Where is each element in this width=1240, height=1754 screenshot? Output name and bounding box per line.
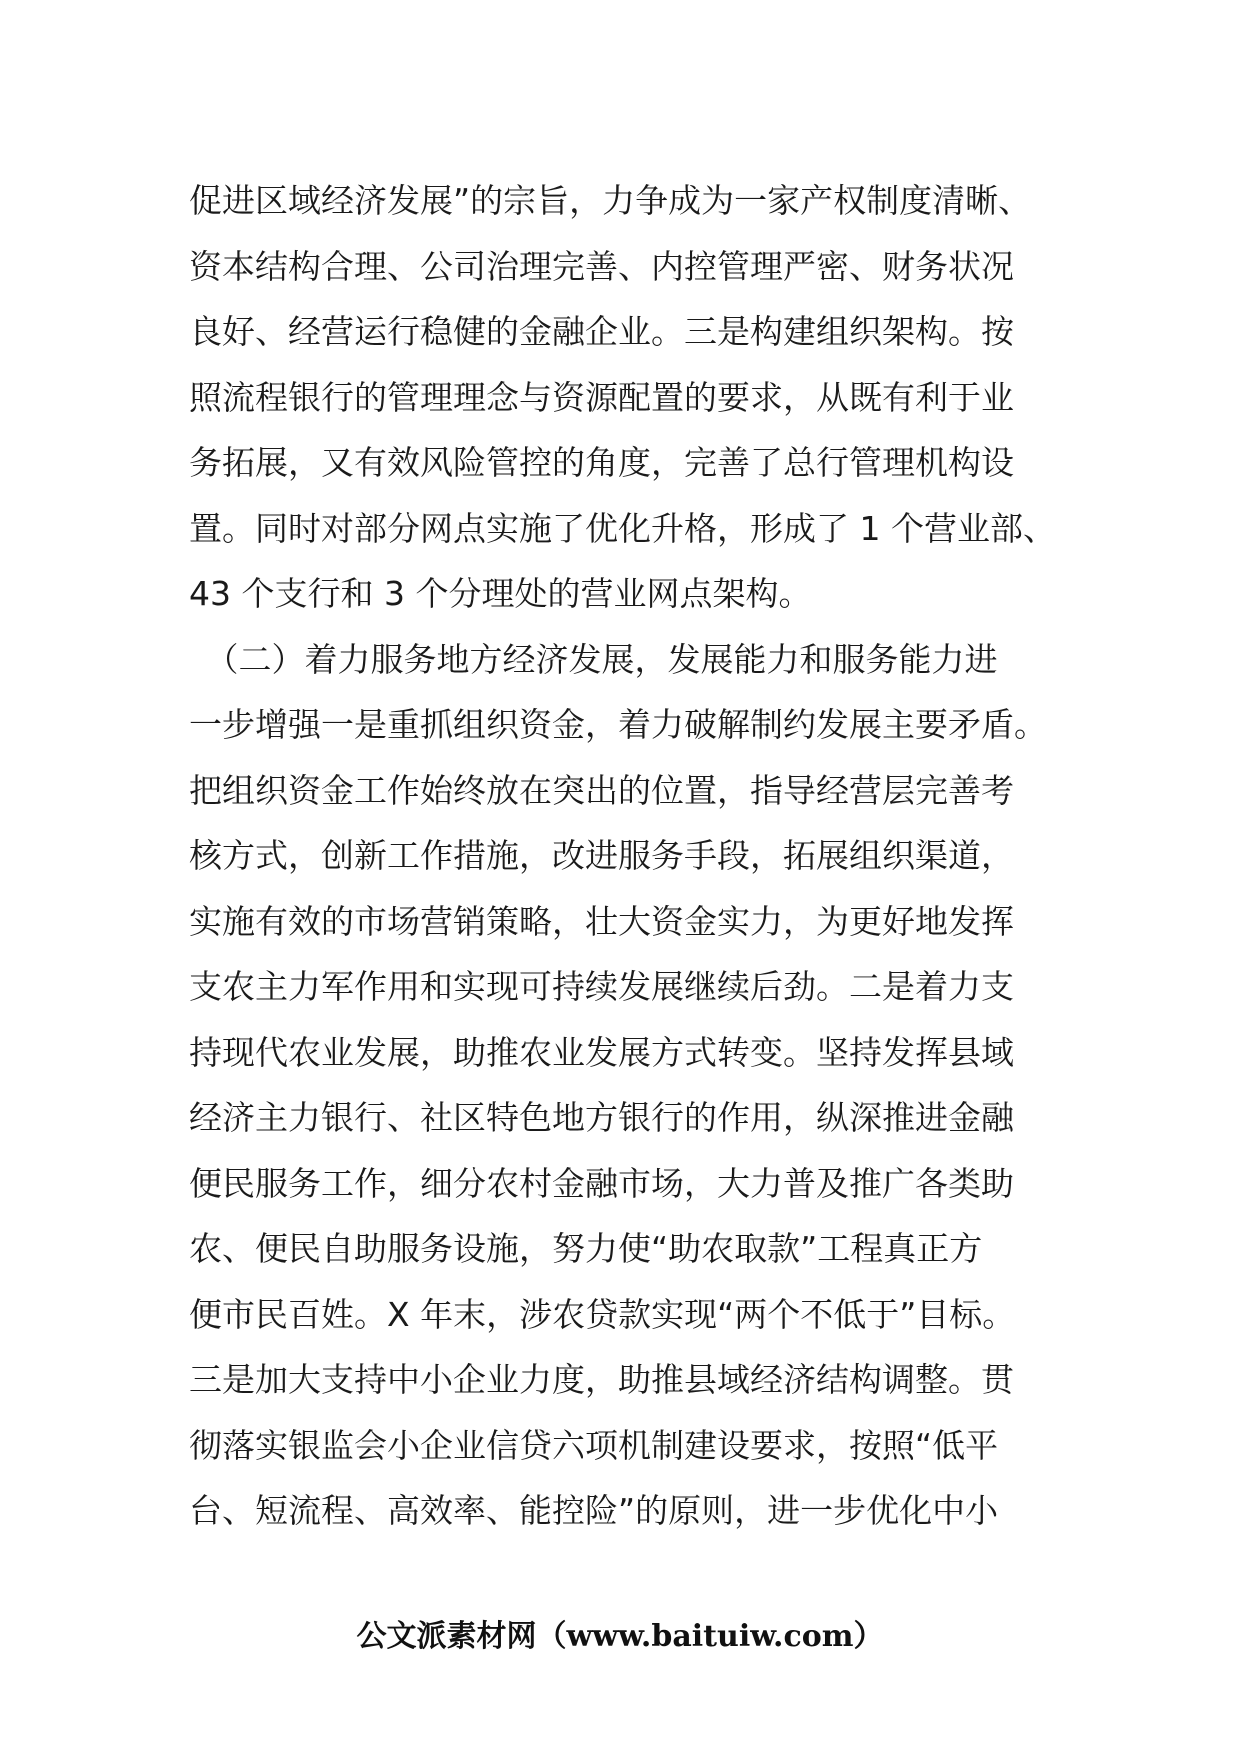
text-line: 三是加大支持中小企业力度，助推县域经济结构调整。贯 bbox=[189, 1360, 1014, 1399]
text-line: 支农主力军作用和实现可持续发展继续后劲。二是着力支 bbox=[189, 967, 1014, 1006]
text-line: 一步增强一是重抓组织资金，着力破解制约发展主要矛盾。 bbox=[189, 705, 1047, 744]
text-line: 便市民百姓。X 年末，涉农贷款实现“两个不低于”目标。 bbox=[189, 1294, 1016, 1334]
text-line: 经济主力银行、社区特色地方银行的作用，纵深推进金融 bbox=[189, 1098, 1014, 1137]
text-line: 照流程银行的管理理念与资源配置的要求，从既有利于业 bbox=[189, 377, 1014, 417]
text-line: 把组织资金工作始终放在突出的位置，指导经营层完善考 bbox=[189, 770, 1014, 810]
text-line: 资本结构合理、公司治理完善、内控管理严密、财务状况 bbox=[189, 246, 1014, 286]
body-text bbox=[189, 168, 1069, 1544]
text-line: 彻落实银监会小企业信贷六项机制建设要求，按照“低平 bbox=[189, 1425, 999, 1465]
text-line: 置。同时对部分网点实施了优化升格，形成了 1 个营业部、 bbox=[189, 508, 1056, 548]
text-line: 良好、经营运行稳健的金融企业。三是构建组织架构。按 bbox=[189, 312, 1014, 351]
text-line: 便民服务工作，细分农村金融市场，大力普及推广各类助 bbox=[189, 1163, 1014, 1203]
text-line: 实施有效的市场营销策略，壮大资金实力，为更好地发挥 bbox=[189, 901, 1014, 941]
text-line: 农、便民自助服务设施，努力使“助农取款”工程真正方 bbox=[189, 1229, 983, 1268]
text-line: 持现代农业发展，助推农业发展方式转变。坚持发挥县域 bbox=[189, 1032, 1014, 1072]
text-line: 台、短流程、高效率、能控险”的原则，进一步优化中小 bbox=[189, 1491, 999, 1530]
text-line: 促进区域经济发展”的宗旨，力争成为一家产权制度清晰、 bbox=[189, 181, 1032, 220]
text-line: 核方式，创新工作措施，改进服务手段，拓展组织渠道， bbox=[189, 836, 1014, 875]
section-heading-line: （二）着力服务地方经济发展，发展能力和服务能力进 bbox=[189, 639, 998, 679]
text-line: 务拓展，又有效风险管控的角度，完善了总行管理机构设 bbox=[189, 443, 1014, 482]
text-line: 43 个支行和 3 个分理处的营业网点架构。 bbox=[189, 574, 812, 613]
footer-watermark: 公文派素材网（www.baituiw.com） bbox=[356, 1619, 884, 1654]
